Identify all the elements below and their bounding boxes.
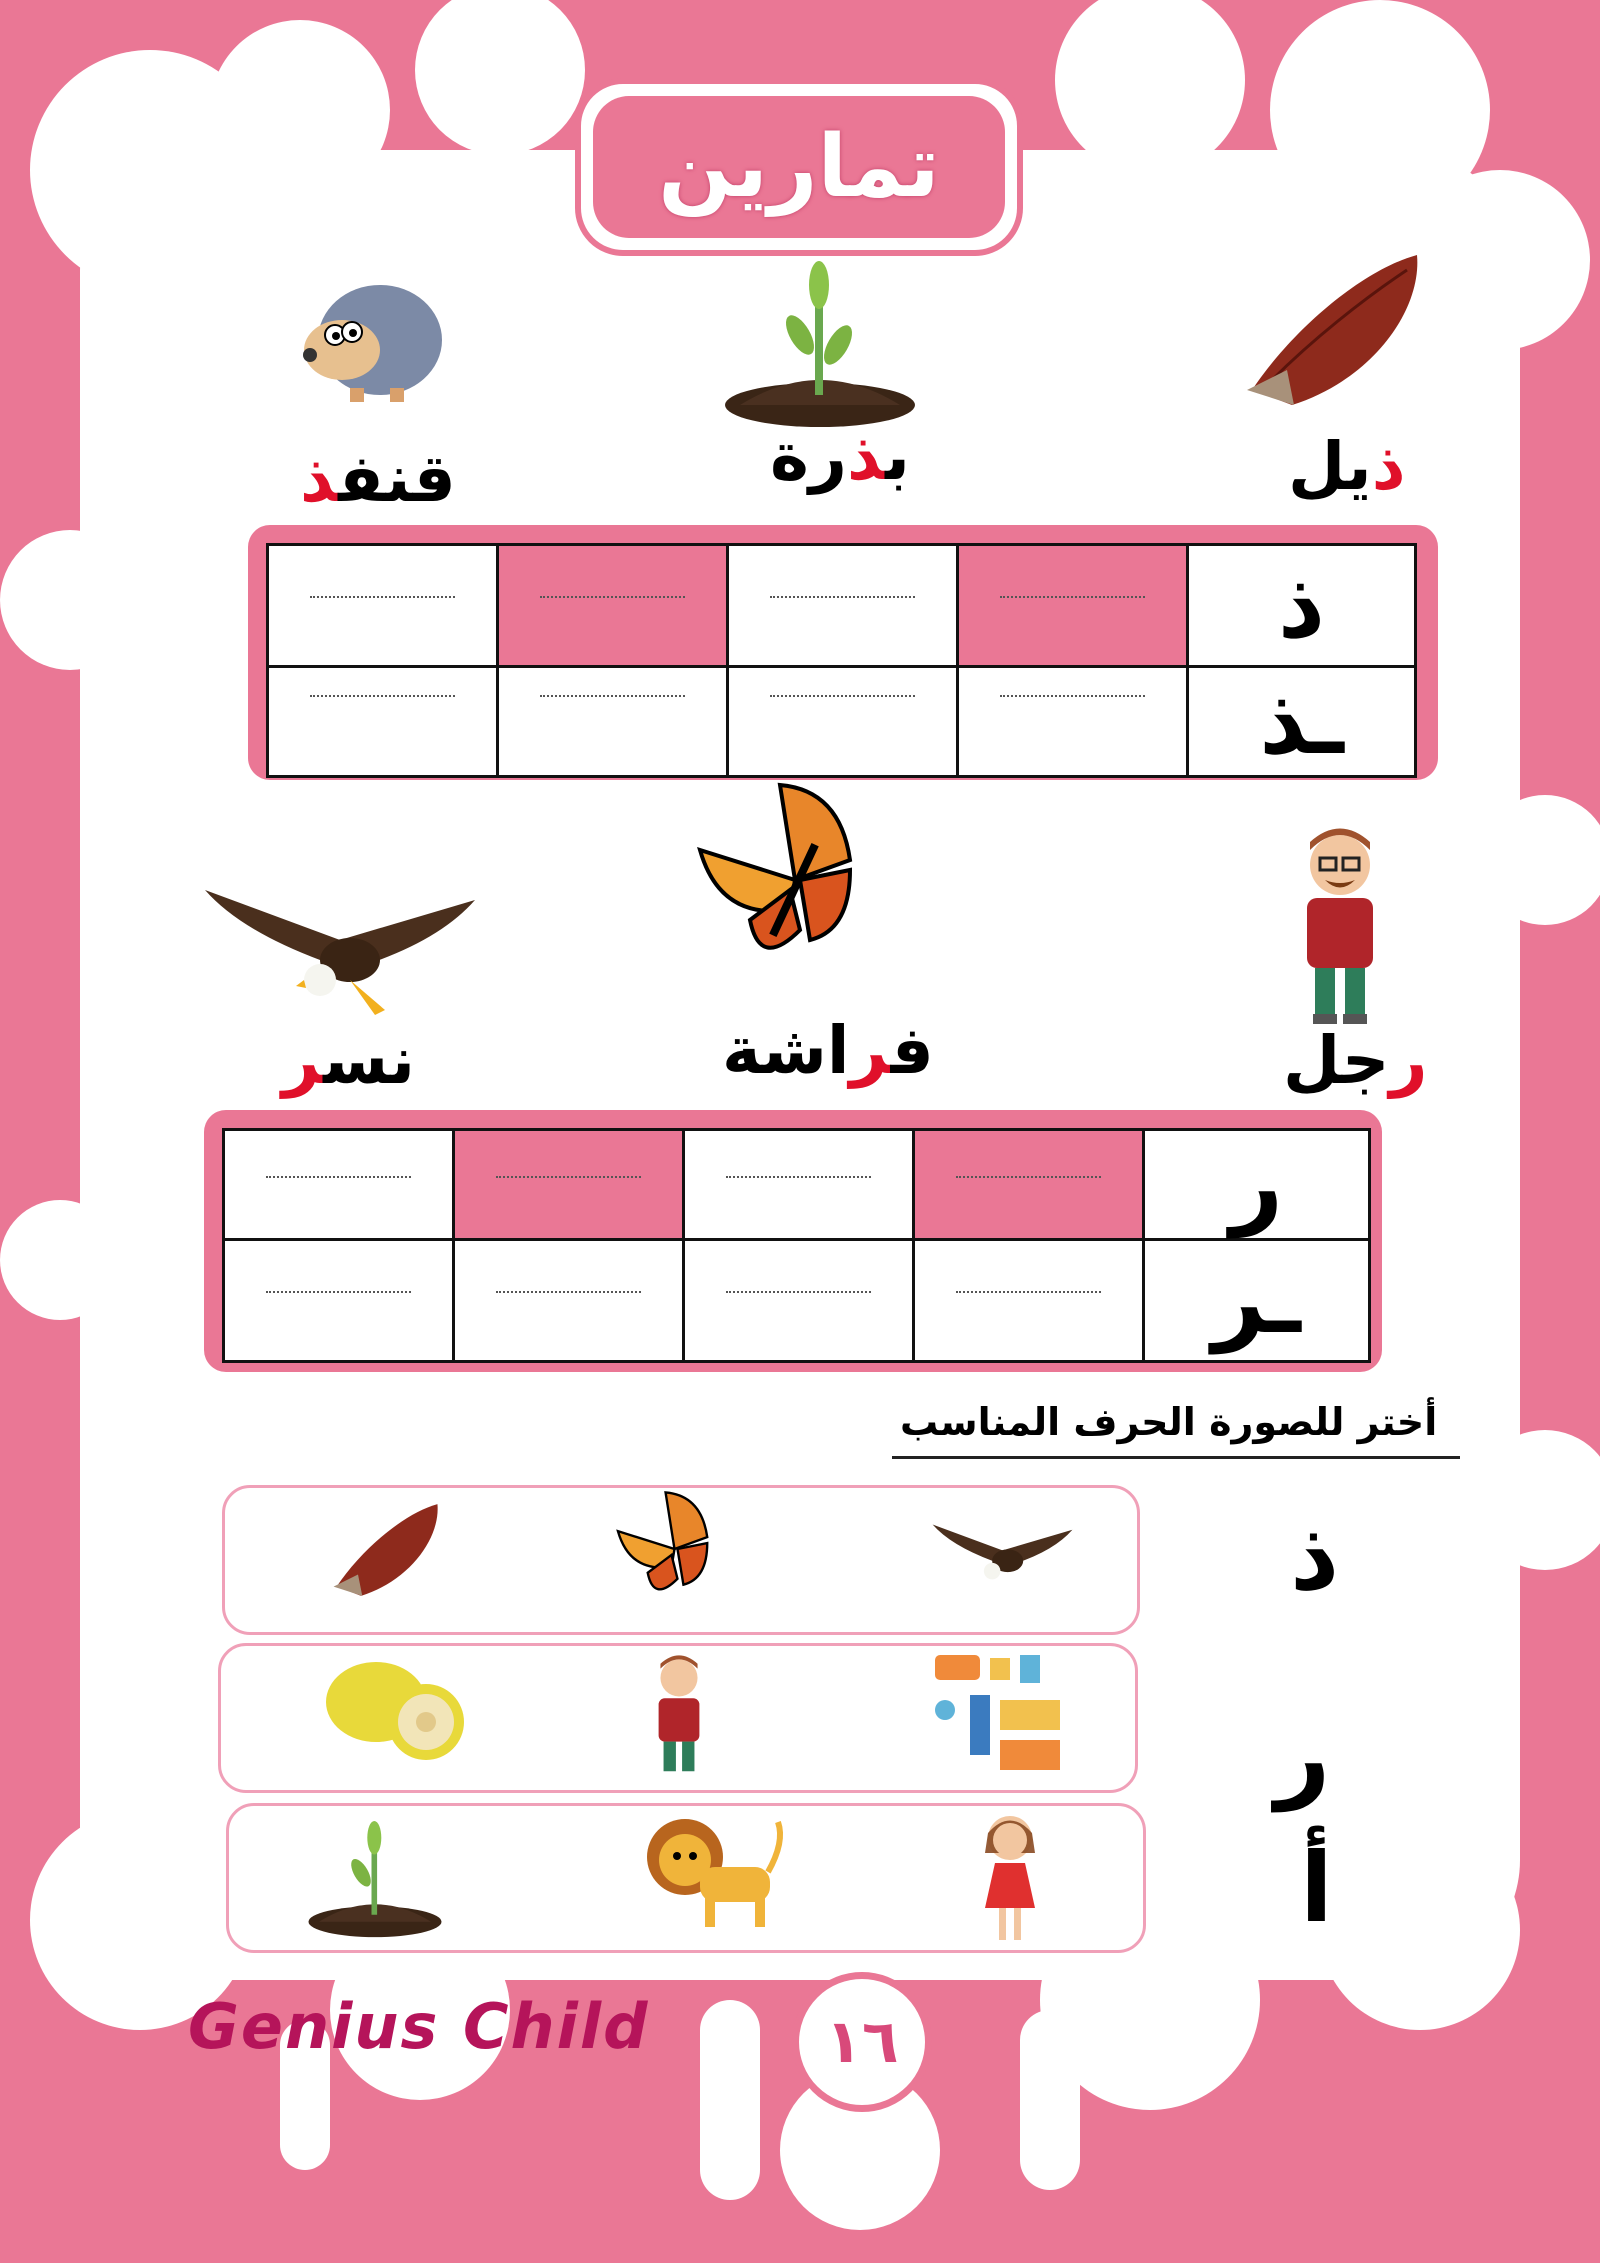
butterfly-picture: [690, 780, 900, 980]
eagle-picture[interactable]: [930, 1488, 1075, 1618]
writing-cell[interactable]: [454, 1130, 684, 1240]
word-dhayl: ذيل: [1288, 428, 1406, 505]
seedling-picture: [720, 255, 920, 430]
writing-cell[interactable]: [268, 667, 498, 777]
instruction-text: أختر للصورة الحرف المناسب: [900, 1400, 1438, 1444]
word-qunfudh: قنفذ: [300, 440, 456, 517]
writing-cell[interactable]: [728, 667, 958, 777]
writing-cell[interactable]: [728, 545, 958, 667]
writing-cell[interactable]: [224, 1130, 454, 1240]
letter-isolated: ذ: [1188, 545, 1416, 667]
row-3-letter: أ: [1300, 1832, 1333, 1944]
writing-grid-1: [266, 543, 1417, 778]
writing-cell[interactable]: [684, 1240, 914, 1362]
guava-picture[interactable]: [316, 1652, 476, 1762]
butterfly-picture[interactable]: [612, 1488, 737, 1610]
writing-cell[interactable]: [684, 1130, 914, 1240]
writing-cell[interactable]: [958, 667, 1188, 777]
row-1-letter: ذ: [1290, 1500, 1340, 1612]
man-picture: [1285, 820, 1395, 1030]
writing-cell[interactable]: [914, 1130, 1144, 1240]
page-title: تمارين: [658, 117, 940, 217]
man-picture[interactable]: [645, 1646, 713, 1784]
writing-cell[interactable]: [498, 545, 728, 667]
hedgehog-picture: [290, 270, 450, 410]
seedling-picture[interactable]: [305, 1808, 445, 1948]
girl-picture[interactable]: [975, 1808, 1045, 1948]
letter-final: ـذ: [1188, 667, 1416, 777]
writing-cell[interactable]: [958, 545, 1188, 667]
date-fruit-picture[interactable]: [318, 1495, 453, 1605]
word-rajul: رجل: [1283, 1022, 1428, 1099]
lion-picture[interactable]: [640, 1812, 790, 1937]
writing-cell[interactable]: [914, 1240, 1144, 1362]
word-farasha: فراشة: [722, 1012, 934, 1089]
page-number: ١٦: [792, 1972, 932, 2112]
word-bidhra: بذرة: [770, 418, 910, 495]
writing-cell[interactable]: [268, 545, 498, 667]
row-2-letter: ر: [1275, 1700, 1331, 1812]
brand-text: Genius Child: [188, 1990, 650, 2063]
letter-isolated: ر: [1144, 1130, 1370, 1240]
letter-final: ـر: [1144, 1240, 1370, 1362]
writing-cell[interactable]: [498, 667, 728, 777]
instruction-underline: [892, 1456, 1460, 1459]
writing-cell[interactable]: [224, 1240, 454, 1362]
writing-grid-2: [222, 1128, 1371, 1363]
word-nasr: نسر: [282, 1022, 416, 1099]
title-banner: [575, 78, 1023, 256]
writing-cell[interactable]: [454, 1240, 684, 1362]
date-fruit-picture: [1232, 240, 1432, 420]
furniture-picture[interactable]: [930, 1650, 1070, 1780]
eagle-picture: [200, 870, 480, 1020]
